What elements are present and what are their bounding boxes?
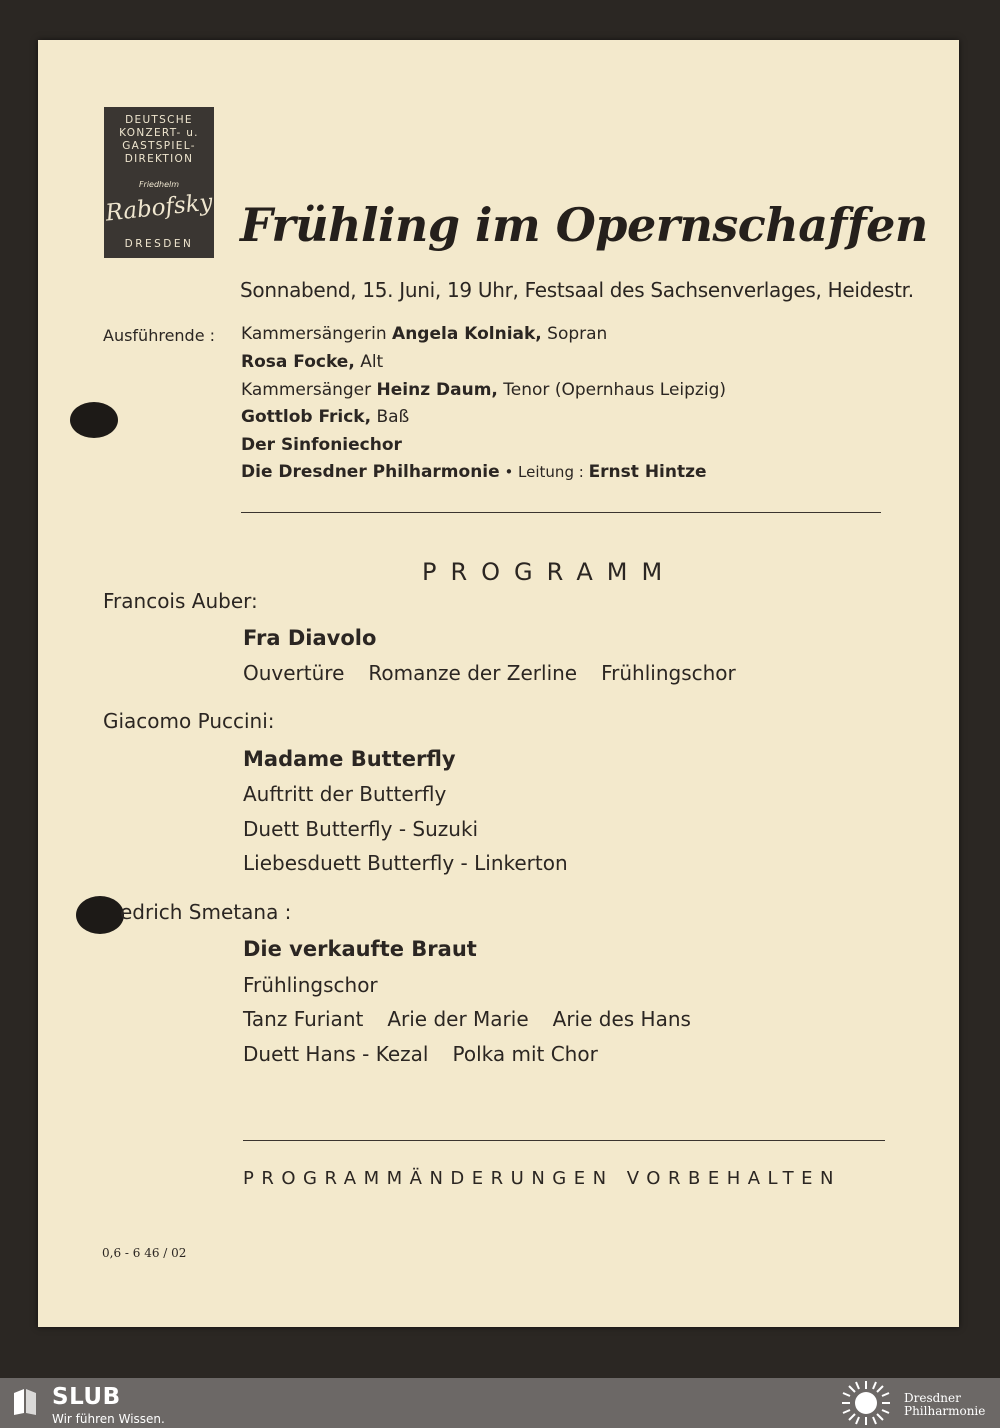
performer-line: Die Dresdner Philharmonie • Leitung : Ernst Hintze [241,462,707,482]
performer-line: Der Sinfoniechor [241,435,402,455]
composer-name: Francois Auber: [103,589,258,613]
repository-bar [0,1378,1000,1428]
print-code: 0,6 - 6 46 / 02 [102,1246,187,1260]
performer-line: Kammersänger Heinz Daum, Tenor (Opernhaus Leipzig) [241,380,726,400]
concert-title: Frühling im Opernschaffen [240,198,928,252]
programme-change-note: PROGRAMMÄNDERUNGEN VORBEHALTEN [243,1168,841,1189]
programme-heading: PROGRAMM [422,558,677,586]
divider [241,512,881,513]
sunburst-icon [840,1379,892,1427]
opera-title: Fra Diavolo [243,626,377,650]
programme-item: Tanz Furiant Arie der Marie Arie des Hans [243,1007,691,1031]
programme-item: Liebesduett Butterfly - Linkerton [243,851,568,875]
logo-city: DRESDEN [124,238,194,250]
punch-hole-top [70,402,118,438]
composer-name: edrich Smetana : [120,900,292,924]
concert-date-venue: Sonnabend, 15. Juni, 19 Uhr, Festsaal des Sachsenverlages, Heidestr. [240,278,914,302]
programme-item: Ouvertüre Romanze der Zerline Frühlingschor [243,661,736,685]
opera-title: Die verkaufte Braut [243,937,477,961]
performer-line: Gottlob Frick, Baß [241,407,410,427]
programme-item: Auftritt der Butterfly [243,782,447,806]
logo-owner-first: Friedhelm [138,180,180,189]
agency-logo [104,107,214,258]
book-icon [12,1387,38,1417]
programme-item: Duett Butterfly - Suzuki [243,817,479,841]
punch-hole-bottom [76,896,124,934]
philharmonie-logo-text: Dresdner Philharmonie [904,1391,986,1418]
divider [243,1140,885,1141]
programme-item: Duett Hans - Kezal Polka mit Chor [243,1042,598,1066]
composer-name: Giacomo Puccini: [103,709,275,733]
logo-agency-lines: DEUTSCHE KONZERT- u. GASTSPIEL- DIREKTION [119,114,199,165]
slub-tagline: Wir führen Wissen. [52,1412,165,1426]
performer-line: Kammersängerin Angela Kolniak, Sopran [241,324,608,344]
performer-line: Rosa Focke, Alt [241,352,384,372]
slub-logo-text: SLUB [52,1384,121,1410]
performers-label: Ausführende : [103,326,216,345]
logo-owner-name: Rabofsky [104,189,214,227]
programme-item: Frühlingschor [243,973,378,997]
opera-title: Madame Butterfly [243,747,456,771]
